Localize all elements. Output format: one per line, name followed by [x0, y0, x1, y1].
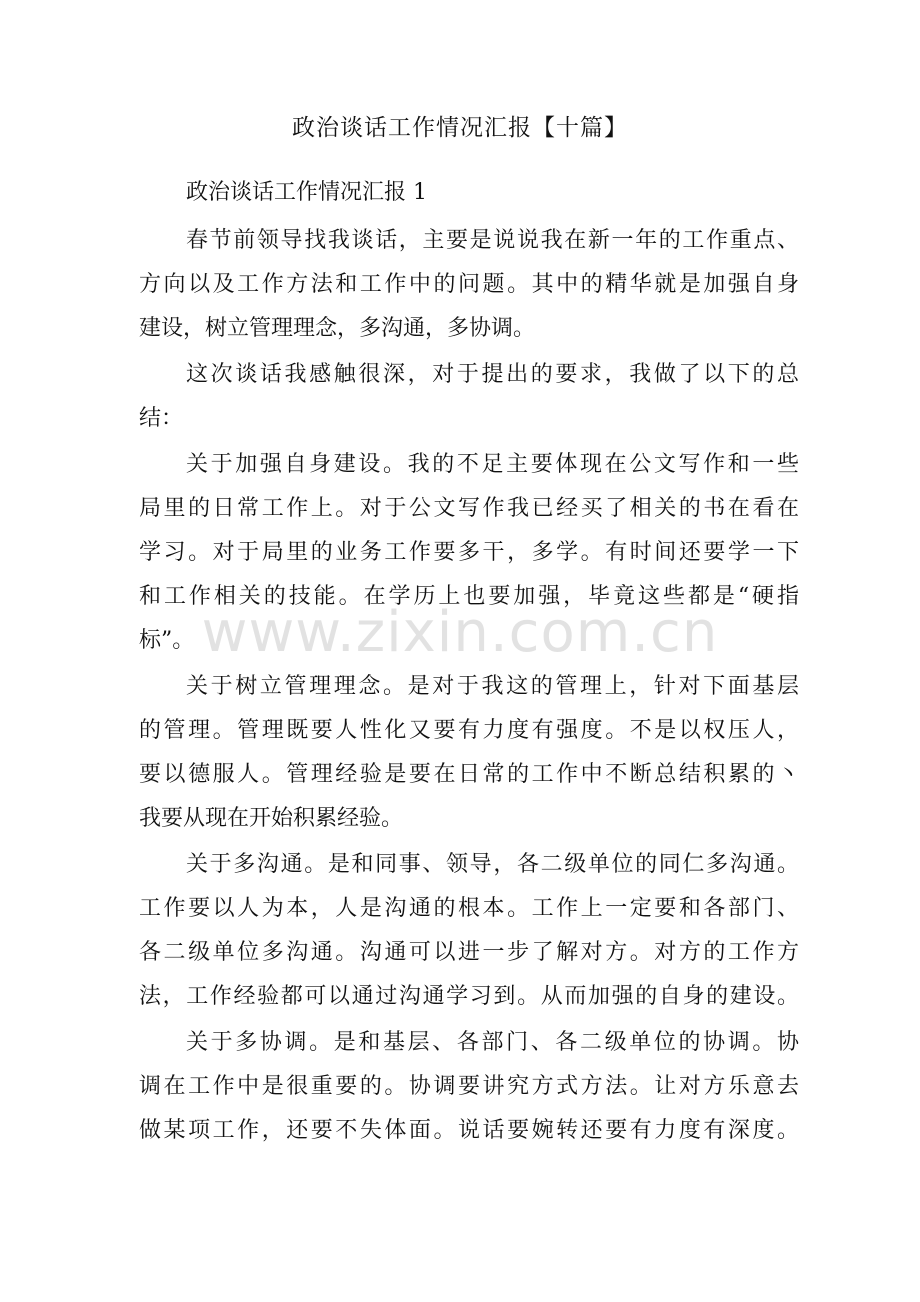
document-title: 政治谈话工作情况汇报【十篇】: [292, 115, 628, 141]
paragraph-1-line-1: 春节前领导找我谈话，主要是说说我在新一年的工作重点、: [186, 228, 799, 253]
paragraph-6-line-1: 关于多协调。是和基层、各部门、各二级单位的协调。协: [186, 1030, 799, 1055]
paragraph-5-line-3: 各二级单位多沟通。沟通可以进一步了解对方。对方的工作方: [139, 940, 799, 965]
paragraph-2-line-1: 这次谈话我感触很深，对于提出的要求，我做了以下的总: [186, 362, 799, 387]
watermark: www.zixin.com.cn: [201, 600, 719, 665]
paragraph-3-line-2: 局里的日常工作上。对于公文写作我已经买了相关的书在看在: [139, 496, 799, 521]
paragraph-5-line-4: 法，工作经验都可以通过沟通学习到。从而加强的自身的建设。: [139, 984, 799, 1009]
paragraph-3-line-4: 和工作相关的技能。在学历上也要加强，毕竟这些都是“硬指: [139, 584, 799, 609]
paragraph-5-line-2: 工作要以人为本，人是沟通的根本。工作上一定要和各部门、: [139, 896, 799, 921]
paragraph-4-line-3: 要以德服人。管理经验是要在日常的工作中不断总结积累的丶: [139, 762, 799, 787]
paragraph-1-line-3: 建设，树立管理理念，多沟通，多协调。: [139, 316, 536, 341]
paragraph-1-line-2: 方向以及工作方法和工作中的问题。其中的精华就是加强自身: [139, 272, 799, 297]
paragraph-4-line-4: 我要从现在开始积累经验。: [139, 806, 404, 831]
paragraph-3-line-3: 学习。对于局里的业务工作要多干，多学。有时间还要学一下: [139, 540, 799, 565]
paragraph-5-line-1: 关于多沟通。是和同事、领导，各二级单位的同仁多沟通。: [186, 852, 799, 877]
paragraph-6-line-2: 调在工作中是很重要的。协调要讲究方式方法。让对方乐意去: [139, 1074, 799, 1099]
paragraph-6-line-3: 做某项工作，还要不失体面。说话要婉转还要有力度有深度。: [139, 1118, 799, 1143]
paragraph-4-line-1: 关于树立管理理念。是对于我这的管理上，针对下面基层: [186, 674, 799, 699]
paragraph-3-line-5: 标”。: [139, 628, 195, 653]
section-heading: 政治谈话工作情况汇报 1: [186, 180, 427, 205]
paragraph-3-line-1: 关于加强自身建设。我的不足主要体现在公文写作和一些: [186, 452, 799, 477]
paragraph-4-line-2: 的管理。管理既要人性化又要有力度有强度。不是以权压人，: [139, 718, 799, 743]
paragraph-2-line-2: 结：: [139, 406, 184, 431]
